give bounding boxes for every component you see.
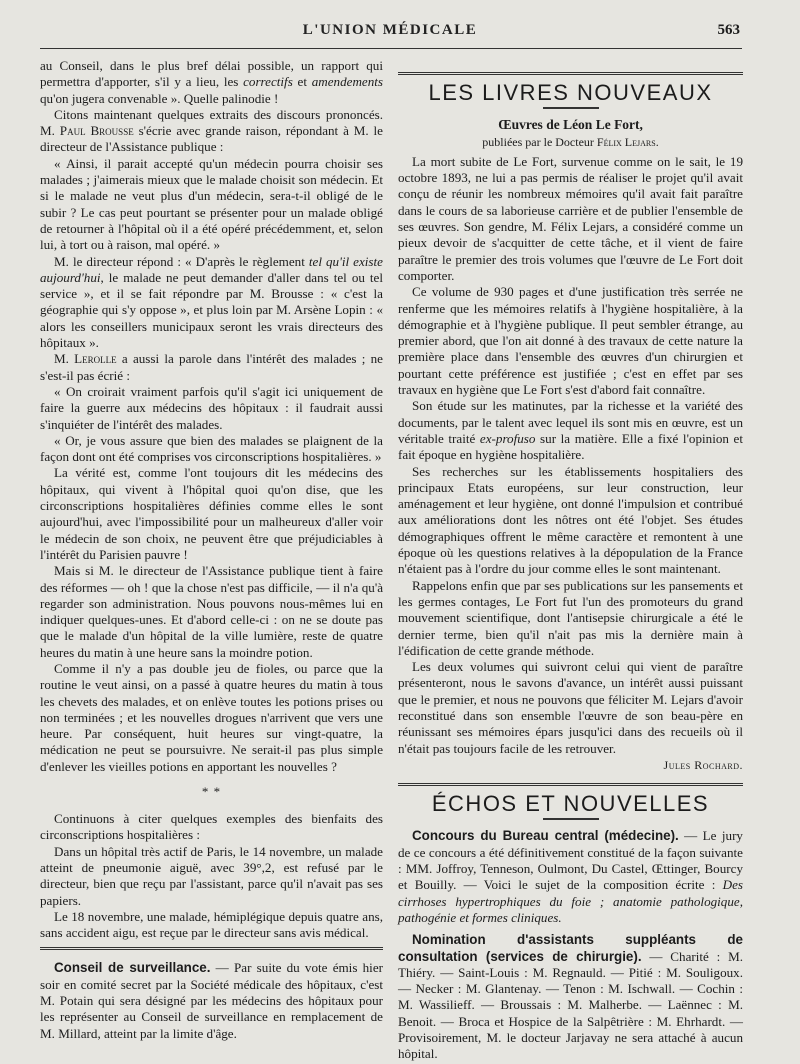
section-title-livres: LES LIVRES NOUVEAUX: [428, 80, 713, 105]
page-number: 563: [717, 22, 740, 38]
paragraph: Dans un hôpital très actif de Paris, le 14 novembre, un malade atteint de pneumonie aiguë, avec 39°,2, est refusé par le directeur, bien que reçu par l'assistant, parce qu'il n'avait pas ses papiers.: [40, 843, 383, 908]
news-item-title: Concours du Bureau central (médecine).: [412, 828, 679, 844]
article-title: Œuvres de Léon Le Fort,: [498, 117, 643, 133]
section-title-echos: ÉCHOS ET NOUVELLES: [431, 791, 710, 817]
quotation: « Ainsi, il parait accepté qu'un médecin pourra choisir ses malades ; j'aimerais mieux que le malade choisit son médecin. Et si le malade ne veut plus d'un médecin, sera-t-il obligé de le subir ? Le cas peut pourtant se présenter pour un malade obligé de retourner à l'hôpital où il a été opéré précédemment, et, selon lui, à tort ou à raison, mal opéré. »: [40, 155, 383, 253]
article-subtitle: publiées par le Docteur Félix Lejars.: [482, 134, 659, 149]
news-item-concours: Concours du Bureau central (médecine). — Le jury de ce concours a été définitivement constitué de la façon suivante : MM. Joffroy, Tenneson, Oulmont, Du Castel, Œttinger, Bourcy et Bouilly. — Voici le sujet de la composition écrite : Des cirrhoses hypertrophiques du foie ; anatomie pathologique, pathogénie et formes cliniques.: [398, 828, 743, 925]
news-item-conseil: Conseil de surveillance. — Par suite du vote émis hier soir en comité secret par la Société médicale des hôpitaux, c'est M. Potain qui sera désigné par les médecins des hôpitaux pour les représenter au Conseil de surveillance en remplacement de M. Millard, atteint par la limite d'âge.: [40, 960, 383, 1041]
title-rule: [543, 818, 599, 820]
paragraph: M. le directeur répond : « D'après le règlement tel qu'il existe aujourd'hui, le malade ne peut demander d'aller dans tel ou tel service », et il se fait répondre par M. Brousse : « c'est la géographie qui s'y oppose », et plus loin par M. Arsène Lopin : « alors les conseillers municipaux seront les vrais directeurs des hôpitaux ».: [40, 253, 383, 351]
author-signature: Jules Rochard.: [663, 757, 743, 772]
section-divider: [398, 783, 743, 786]
news-item-nomination: Nomination d'assistants suppléants de consultation (services de chirurgie). — Charité : M. Thiéry. — Saint-Louis : M. Regnauld. — Pitié : M. Souligoux. — Necker : M. Glantenay. — Tenon : M. Ischwall. — Cochin : M. Wassilieff. — Broussais : M. Malherbe. — Laënnec : M. Benoit. — Broca et Hospice de la Salpêtrière : M. Ehrhardt. — Provisoirement, M. le docteur Jarjavay ne sera attaché à aucun hôpital.: [398, 932, 744, 1062]
quotation: « Or, je vous assure que bien des malades se plaignent de la façon dont ont été comprises vos circonscriptions hospitalières. »: [40, 432, 383, 465]
right-column: [398, 58, 743, 1063]
paragraph: M. Lerolle a aussi la parole dans l'intérêt des malades ; ne s'est-il pas écrié :: [40, 351, 383, 383]
news-item-title: Conseil de surveillance.: [54, 960, 211, 976]
title-rule: [543, 107, 599, 109]
running-head: [40, 20, 740, 44]
paragraph: Continuons à citer quelques exemples des bienfaits des circonscriptions hospitalières :: [40, 811, 383, 843]
paragraph: Son étude sur les matinutes, par la richesse et la variété des documents, par le talent avec lequel ils sont mis en œuvre, est un véritable traité ex-profuso sur la matière. Elle a fixé l'opinion et fait époque en hygiène hospitalière.: [398, 398, 743, 463]
section-divider: [40, 947, 383, 950]
paragraph: Comme il n'y a pas double jeu de fioles, ou parce que la routine le veut ainsi, on a passé à quatre heures du matin à tous les chevets des malades, et on enlève toutes les potions prises ou non terminées ; et les nouvelles drogues n'arrivent que vers une heure. Par conséquent, huit heures sur vingt-quatre, la médication ne peut se poursuivre. Ne serait-il pas plus simple d'enlever les vieilles potions en apportant les nouvelles ?: [40, 660, 383, 774]
section-divider: [398, 72, 743, 75]
paragraph: Citons maintenant quelques extraits des discours prononcés. M. Paul Brousse s'écrie avec grande raison, répondant à M. le directeur de l'Assistance publique :: [40, 106, 383, 155]
news-item-title: Nomination d'assistants suppléants de consultation (services de chirurgie).: [398, 932, 743, 964]
paragraph: Ses recherches sur les établissements hospitaliers des principaux Etats européens, sur leur construction, leur aménagement et leur hygiène, ont donné l'impulsion et contribué aux améliorations dont les nôtres ont été l'objet. Ses études démographiques offrent le même caractère et remontent à une époque où les questions relatives à la dépopulation de la France n'étaient pas à l'ordre du jour comme elles le sont maintenant.: [398, 463, 743, 577]
paragraph: Le 18 novembre, une malade, hémiplégique depuis quatre ans, sans accident aigu, est reçue par le directeur sans avis médical.: [40, 908, 383, 941]
header-rule: [40, 48, 742, 49]
asterism-divider: * *: [201, 784, 222, 800]
left-column: [40, 58, 383, 1042]
paragraph: La vérité est, comme l'ont toujours dit les médecins des hôpitaux, qui vivent à l'hôpital quoi qu'on dise, que les circonscriptions hospitalières définies comme elles le sont aujourd'hui, avec l'impossibilité pour un malheureux d'aller voir le médecin de son choix, ne peuvent être que préjudiciables à l'intérêt du Parisien pauvre !: [40, 465, 383, 562]
quotation: « On croirait vraiment parfois qu'il s'agit ici uniquement de faire la guerre aux médecins des hôpitaux : il faudrait aussi s'inquiéter de l'intérêt des malades.: [40, 383, 383, 432]
paragraph: au Conseil, dans le plus bref délai possible, un rapport qui permettra d'apporter, s'il y a lieu, les correctifs et amendements qu'on jugera convenable ». Quelle palinodie !: [40, 58, 383, 106]
paragraph: La mort subite de Le Fort, survenue comme on le sait, le 19 octobre 1893, ne lui a pas permis de réaliser le projet qu'il avait conçu de réunir les nombreux mémoires qu'il avait fait paraître dans le cours de sa laborieuse carrière et de publier l'ensemble de ses œuvres. Son gendre, M. Félix Lejars, a considéré comme un pieux devoir de s'acquitter de cette tâche, et il vient de faire paraître le premier des trois volumes que l'œuvre de Le Fort doit comporter.: [398, 153, 743, 283]
paragraph: Rappelons enfin que par ses publications sur les pansements et les germes contages, Le Fort fut l'un des promoteurs du grand mouvement scientifique, dont l'antisepsie chirurgicale a été le dernier terme, bien qu'il n'ait pas mis la dernière main à l'édification de cette grande méthode.: [398, 577, 743, 658]
journal-title: L'UNION MÉDICALE: [302, 22, 478, 38]
paragraph: Mais si M. le directeur de l'Assistance publique tient à faire des réformes — oh ! que la chose n'est pas difficile, — il n'a qu'à regarder son administration. Nous pouvons nous-mêmes lui en indiquer quelques-unes. Et d'abord celle-ci : on ne se doute pas que le malade d'un hôpital de la ville lumière, reste de quatre heures du matin à une heure sans la moindre potion.: [40, 563, 383, 660]
paragraph: Ce volume de 930 pages et d'une justification très serrée ne renferme que les mémoires relatifs à l'hygiène hospitalière, à la démographie et à l'hygiène publique. Il peut sembler étrange, au premier abord, que l'on ait donné à des travaux de cette nature la première place dans l'ensemble des œuvres d'un chirurgien et pourtant cette préférence est justifiée ; c'est en effet par ses travaux en hygiène que Le Fort s'est d'abord fait connaître.: [398, 284, 743, 398]
paragraph: Les deux volumes qui suivront celui qui vient de paraître présenteront, nous le savons d'avance, un intérêt aussi puissant que le premier, et nous ne pouvons que féliciter M. Lejars d'avoir reconstitué dans son ensemble l'œuvre de son beau-père en réunissant ses mémoires épars jusqu'ici dans des recueils où il n'était pas toujours facile de les retrouver.: [398, 659, 743, 756]
